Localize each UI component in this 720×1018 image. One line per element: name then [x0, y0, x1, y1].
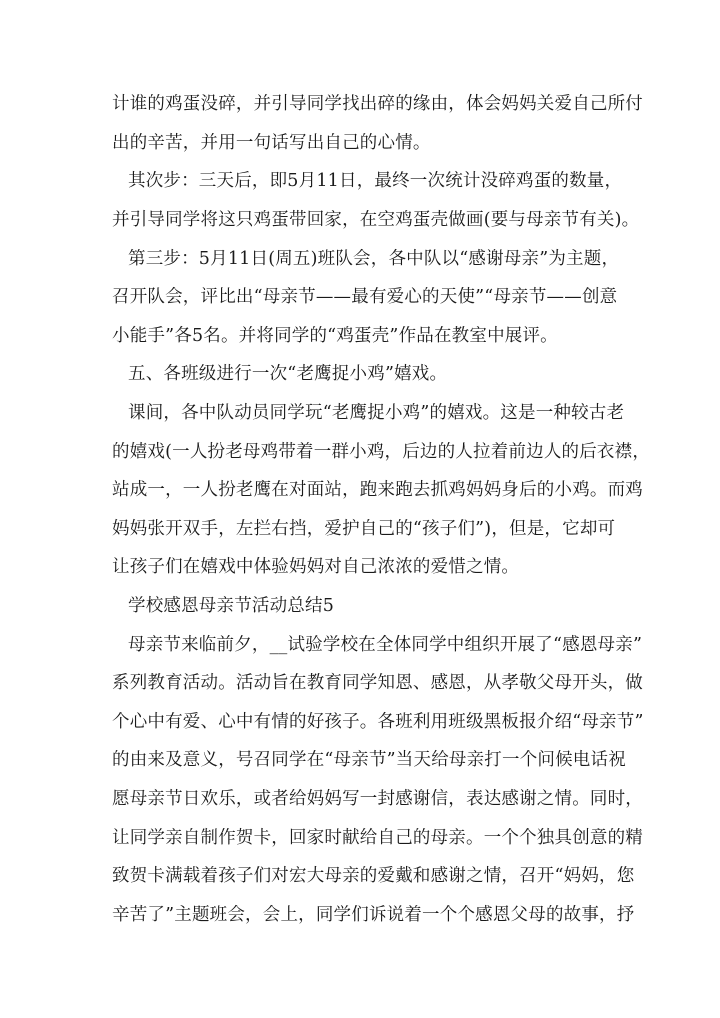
text-line: 其次步：三天后，即5月11日，最终一次统计没碎鸡蛋的数量，: [128, 171, 623, 191]
text-line: 让孩子们在嬉戏中体验妈妈对自己浓浓的爱惜之情。: [112, 557, 520, 577]
text-line: 小能手”各5名。并将同学的“鸡蛋壳”作品在教室中展评。: [112, 326, 558, 346]
text-line: 辛苦了”主题班会，会上，同学们诉说着一个个感恩父母的故事，抒: [112, 905, 635, 925]
text-line: 愿母亲节日欢乐，或者给妈妈写一封感谢信，表达感谢之情。同时，: [112, 789, 643, 809]
text-line: 母亲节来临前夕，__试验学校在全体同学中组织开展了“感恩母亲”: [128, 635, 643, 655]
text-line: 的嬉戏(一人扮老母鸡带着一群小鸡，后边的人拉着前边人的后衣襟，: [112, 442, 651, 462]
text-line: 第三步：5月11日(周五)班队会，各中队以“感谢母亲”为主题，: [128, 249, 620, 269]
text-line: 让同学亲自制作贺卡，回家时献给自己的母亲。一个个独具创意的精: [112, 828, 643, 848]
section-heading: 五、各班级进行一次“老鹰捉小鸡”嬉戏。: [128, 364, 448, 384]
text-line: 课间，各中队动员同学玩“老鹰捉小鸡”的嬉戏。这是一种较古老: [128, 403, 625, 423]
text-line: 出的辛苦，并用一句话写出自己的心情。: [112, 133, 431, 153]
text-line: 系列教育活动。活动旨在教育同学知恩、感恩，从孝敬父母开头，做: [112, 673, 643, 693]
text-line: 个心中有爱、心中有情的好孩子。各班利用班级黑板报介绍“母亲节”: [112, 712, 644, 732]
section-title: 学校感恩母亲节活动总结5: [128, 596, 335, 616]
text-line: 的由来及意义，号召同学在“母亲节”当天给母亲打一个问候电话祝: [112, 750, 626, 770]
text-line: 致贺卡满载着孩子们对宏大母亲的爱戴和感谢之情，召开“妈妈，您: [112, 866, 635, 886]
text-line: 计谁的鸡蛋没碎，并引导同学找出碎的缘由，体会妈妈关爱自己所付: [112, 94, 643, 114]
text-line: 站成一，一人扮老鹰在对面站，跑来跑去抓鸡妈妈身后的小鸡。而鸡: [112, 480, 643, 500]
text-line: 妈妈张开双手，左拦右挡，爱护自己的“孩子们”)，但是，它却可: [112, 519, 616, 539]
text-line: 召开队会，评比出“母亲节——最有爱心的天使”“母亲节——创意: [112, 287, 618, 307]
text-line: 并引导同学将这只鸡蛋带回家，在空鸡蛋壳做画(要与母亲节有关)。: [112, 210, 640, 230]
